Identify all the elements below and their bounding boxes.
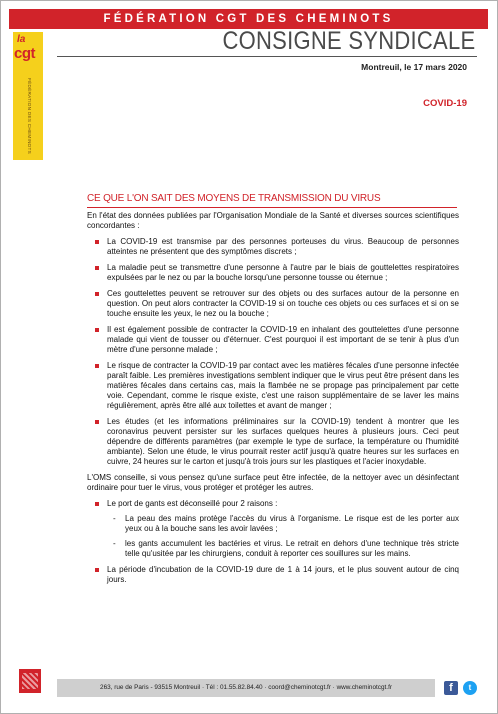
incubation-text: La période d'incubation de la COVID-19 dure de 1 à 14 jours, et le plus souvent autour de cinq jours.	[107, 565, 459, 584]
intro-paragraph: En l'état des données publiées par l'Organisation Mondiale de la Santé et diverses sources scientifiques concordantes :	[87, 211, 459, 230]
bullet-icon	[95, 420, 99, 424]
list-item-text: Ces gouttelettes peuvent se retrouver sur des objets ou des surfaces autour de la personne en question. On peut alors contracter la COVID-19 si on touche ces objets ou ces surfaces et si on se touche ensuite les yeux, le nez ou la bouche ;	[107, 289, 459, 318]
section-heading: CE QUE L'ON SAIT DES MOYENS DE TRANSMISSION DU VIRUS	[87, 193, 381, 204]
gloves-reasons-list	[107, 514, 459, 559]
list-item	[87, 565, 459, 585]
facebook-icon[interactable]: f	[444, 681, 458, 695]
list-item	[87, 237, 459, 257]
title-divider	[57, 56, 477, 57]
logo-cgt-text: cgt	[14, 45, 35, 62]
dash-icon: -	[113, 539, 116, 548]
list-item	[87, 361, 459, 411]
cgt-logo	[13, 32, 43, 160]
topic-label: COVID-19	[423, 98, 467, 109]
list-item	[87, 325, 459, 355]
advice-list	[87, 499, 459, 585]
sub-list-item-text: La peau des mains protège l'accès du virus à l'organisme. Le risque est de les porter aux yeux ou à la bouche sans les avoir lavées ;	[125, 514, 459, 533]
list-item	[87, 417, 459, 467]
document-date: Montreuil, le 17 mars 2020	[361, 62, 467, 72]
list-item-text: Il est également possible de contracter la COVID-19 en inhalant des gouttelettes d'une personne malade qui vient de tousser ou d'éternuer. C'est pourquoi il est important de se tenir à plus d'un mètre d'une personne malade ;	[107, 325, 459, 354]
bullet-icon	[95, 266, 99, 270]
list-item	[87, 289, 459, 319]
logo-vertical-text: FÉDÉRATION DES CHEMINOTS	[27, 78, 32, 155]
list-item	[87, 499, 459, 559]
oms-paragraph: L'OMS conseille, si vous pensez qu'une surface peut être infectée, de la nettoyer avec un désinfectant ordinaire pour tuer le virus, vous protéger et protéger les autres.	[87, 473, 459, 492]
logo-la-text: la	[17, 34, 26, 45]
page-title: CONSIGNE SYNDICALE	[222, 27, 475, 55]
gloves-text: Le port de gants est déconseillé pour 2 raisons :	[107, 499, 278, 508]
transmission-list	[87, 237, 459, 467]
list-item-text: Le risque de contracter la COVID-19 par contact avec les matières fécales d'une personne infectée paraît faible. Les premières investigations semblent indiquer que le virus peut être présent dans les matières fécales dans certains cas, mais la flambée ne se propage pas principalement par cette voie. Cependant, comme le risque existe, c'est une raison supplémentaire de se laver les mains régulièrement, après être allé aux toilettes et avant de manger ;	[107, 361, 459, 410]
dash-icon: -	[113, 514, 116, 523]
document-body	[87, 211, 459, 591]
bullet-icon	[95, 502, 99, 506]
section-underline	[87, 207, 457, 208]
footer-logo-icon	[19, 669, 41, 693]
footer-contact-bar: 263, rue de Paris - 93515 Montreuil · Tél : 01.55.82.84.40 · coord@cheminotcgt.fr · www.cheminotcgt.fr	[57, 679, 435, 697]
sub-list-item	[107, 539, 459, 559]
bullet-icon	[95, 568, 99, 572]
twitter-icon[interactable]: t	[463, 681, 477, 695]
bullet-icon	[95, 364, 99, 368]
sub-list-item-text: les gants accumulent les bactéries et virus. Le retrait en dehors d'une technique très stricte telle qu'usitée par les chirurgiens, conduit à reporter ces souillures sur les mains.	[125, 539, 459, 558]
bullet-icon	[95, 328, 99, 332]
bullet-icon	[95, 240, 99, 244]
list-item	[87, 263, 459, 283]
bullet-icon	[95, 292, 99, 296]
logo-vertical-label	[24, 78, 34, 155]
sub-list-item	[107, 514, 459, 534]
list-item-text: La COVID-19 est transmise par des personnes porteuses du virus. Beaucoup de personnes atteintes ne présentent que des symptômes discrets ;	[107, 237, 459, 256]
list-item-text: Les études (et les informations préliminaires sur la COVID-19) tendent à montrer que les coronavirus peuvent persister sur les surfaces quelques heures à plusieurs jours. Ceci peut dépendre de différents paramètres (par exemple le type de surface, la température ou l'humidité ambiante). Selon une étude, le virus pourrait rester actif jusqu'à quatre heures sur les surfaces en cuivre, 24 heures sur le carton et jusqu'à trois jours sur les plastiques et l'acier inoxydable.	[107, 417, 459, 466]
footer-logo-pattern	[22, 673, 38, 689]
federation-banner: FÉDÉRATION CGT DES CHEMINOTS	[9, 9, 488, 29]
list-item-text: La maladie peut se transmettre d'une personne à l'autre par le biais de gouttelettes respiratoires expulsées par le nez ou par la bouche lorsqu'une personne tousse ou éternue ;	[107, 263, 459, 282]
